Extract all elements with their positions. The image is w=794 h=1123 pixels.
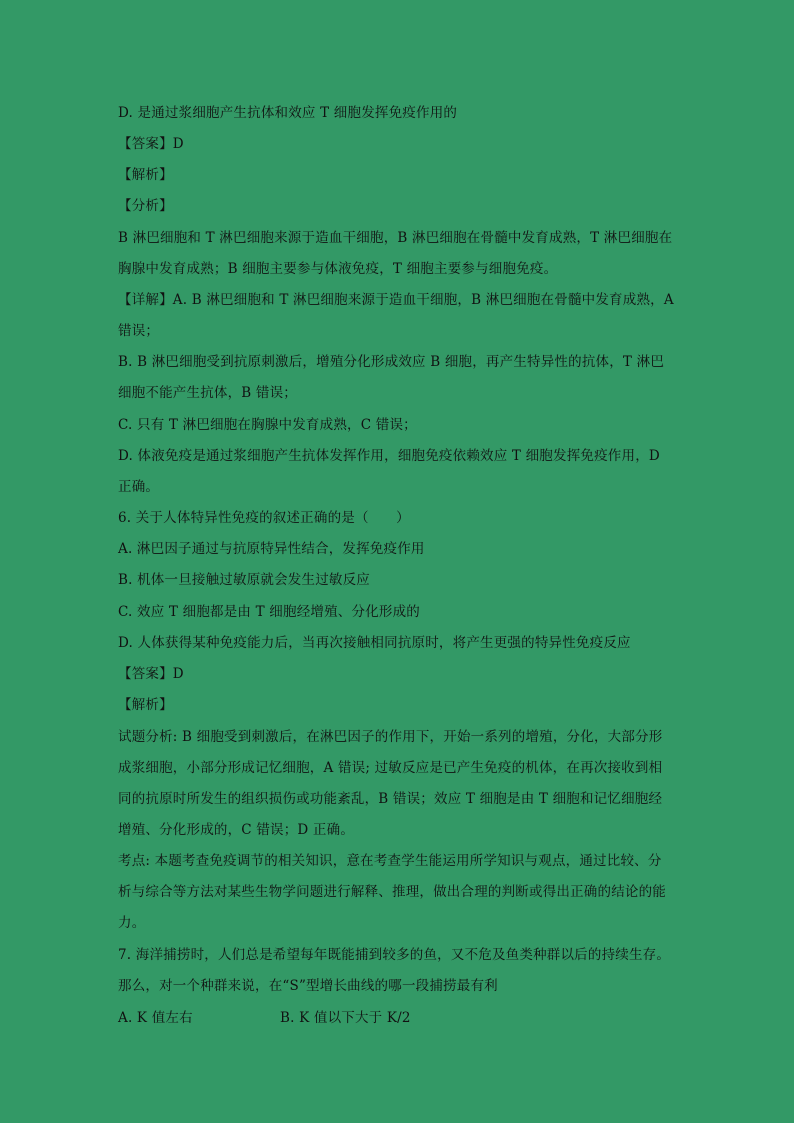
question-7-options-row [118, 1009, 718, 1027]
answer-label-q5: 【答案】D [118, 136, 184, 152]
q6-examination-point-line-2: 析与综合等方法对某些生物学问题进行解释、推理，做出合理的判断或得出正确的结论的能 [118, 884, 666, 900]
option-d-q5: D. 是通过浆细胞产生抗体和效应 T 细胞发挥免疫作用的 [118, 105, 458, 121]
detail-text-line-7: 正确。 [118, 479, 160, 495]
q6-analysis-line-1: 试题分析: B 细胞受到刺激后，在淋巴因子的作用下，开始一系列的增殖，分化，大部分形 [118, 729, 663, 745]
question-6-stem: 6. 关于人体特异性免疫的叙述正确的是（ ） [118, 510, 410, 526]
question-6-option-b: B. 机体一旦接触过敏原就会发生过敏反应 [118, 572, 371, 588]
question-6-option-a: A. 淋巴因子通过与抗原特异性结合，发挥免疫作用 [118, 541, 425, 557]
answer-label-q6: 【答案】D [118, 666, 184, 682]
detail-text-line-2: 错误； [118, 323, 160, 339]
q6-analysis-line-2: 成浆细胞，小部分形成记忆细胞，A 错误; 过敏反应是已产生免疫的机体，在再次接收到相 [118, 760, 663, 776]
analysis-label-q6: 【解析】 [118, 697, 173, 713]
detail-text-line-5: C. 只有 T 淋巴细胞在胸腺中发育成熟，C 错误； [118, 417, 417, 433]
detail-text-line-6: D. 体液免疫是通过浆细胞产生抗体发挥作用，细胞免疫依赖效应 T 细胞发挥免疫作用，D [118, 448, 660, 464]
analysis-sub-label-q5: 【分析】 [118, 198, 173, 214]
question-6-option-d: D. 人体获得某种免疫能力后，当再次接触相同抗原时，将产生更强的特异性免疫反应 [118, 635, 631, 651]
question-7-stem-line-1: 7. 海洋捕捞时，人们总是希望每年既能捕到较多的鱼，又不危及鱼类种群以后的持续生存。 [118, 947, 671, 963]
question-7-option-a: A. K 值左右 [118, 1010, 193, 1026]
q6-analysis-line-3: 同的抗原时所发生的组织损伤或功能紊乱，B 错误；效应 T 细胞是由 T 细胞和记忆细胞经 [118, 791, 663, 807]
question-7-option-b: B. K 值以下大于 K/2 [280, 1010, 411, 1026]
question-7-stem-line-2: 那么，对一个种群来说，在“S”型增长曲线的哪一段捕捞最有利 [118, 978, 498, 994]
detail-text-line-4: 细胞不能产生抗体，B 错误； [118, 385, 298, 401]
q6-examination-point-line-3: 力。 [118, 915, 146, 931]
question-6-option-c: C. 效应 T 细胞都是由 T 细胞经增殖、分化形成的 [118, 604, 421, 620]
detail-text-line-1: 【详解】A. B 淋巴细胞和 T 淋巴细胞来源于造血干细胞，B 淋巴细胞在骨髓中发育成熟，A [118, 292, 674, 308]
detail-text-line-3: B. B 淋巴细胞受到抗原刺激后，增殖分化形成效应 B 细胞，再产生特异性的抗体，T 淋巴 [118, 354, 665, 370]
q6-analysis-line-4: 增殖、分化形成的，C 错误；D 正确。 [118, 822, 355, 838]
analysis-text-line-2: 胸腺中发育成熟；B 细胞主要参与体液免疫，T 细胞主要参与细胞免疫。 [118, 261, 558, 277]
analysis-text-line-1: B 淋巴细胞和 T 淋巴细胞来源于造血干细胞，B 淋巴细胞在骨髓中发育成熟，T 淋巴细胞在 [118, 230, 673, 246]
q6-examination-point-line-1: 考点: 本题考查免疫调节的相关知识，意在考查学生能运用所学知识与观点，通过比较、分 [118, 853, 662, 869]
analysis-label-q5: 【解析】 [118, 167, 173, 183]
